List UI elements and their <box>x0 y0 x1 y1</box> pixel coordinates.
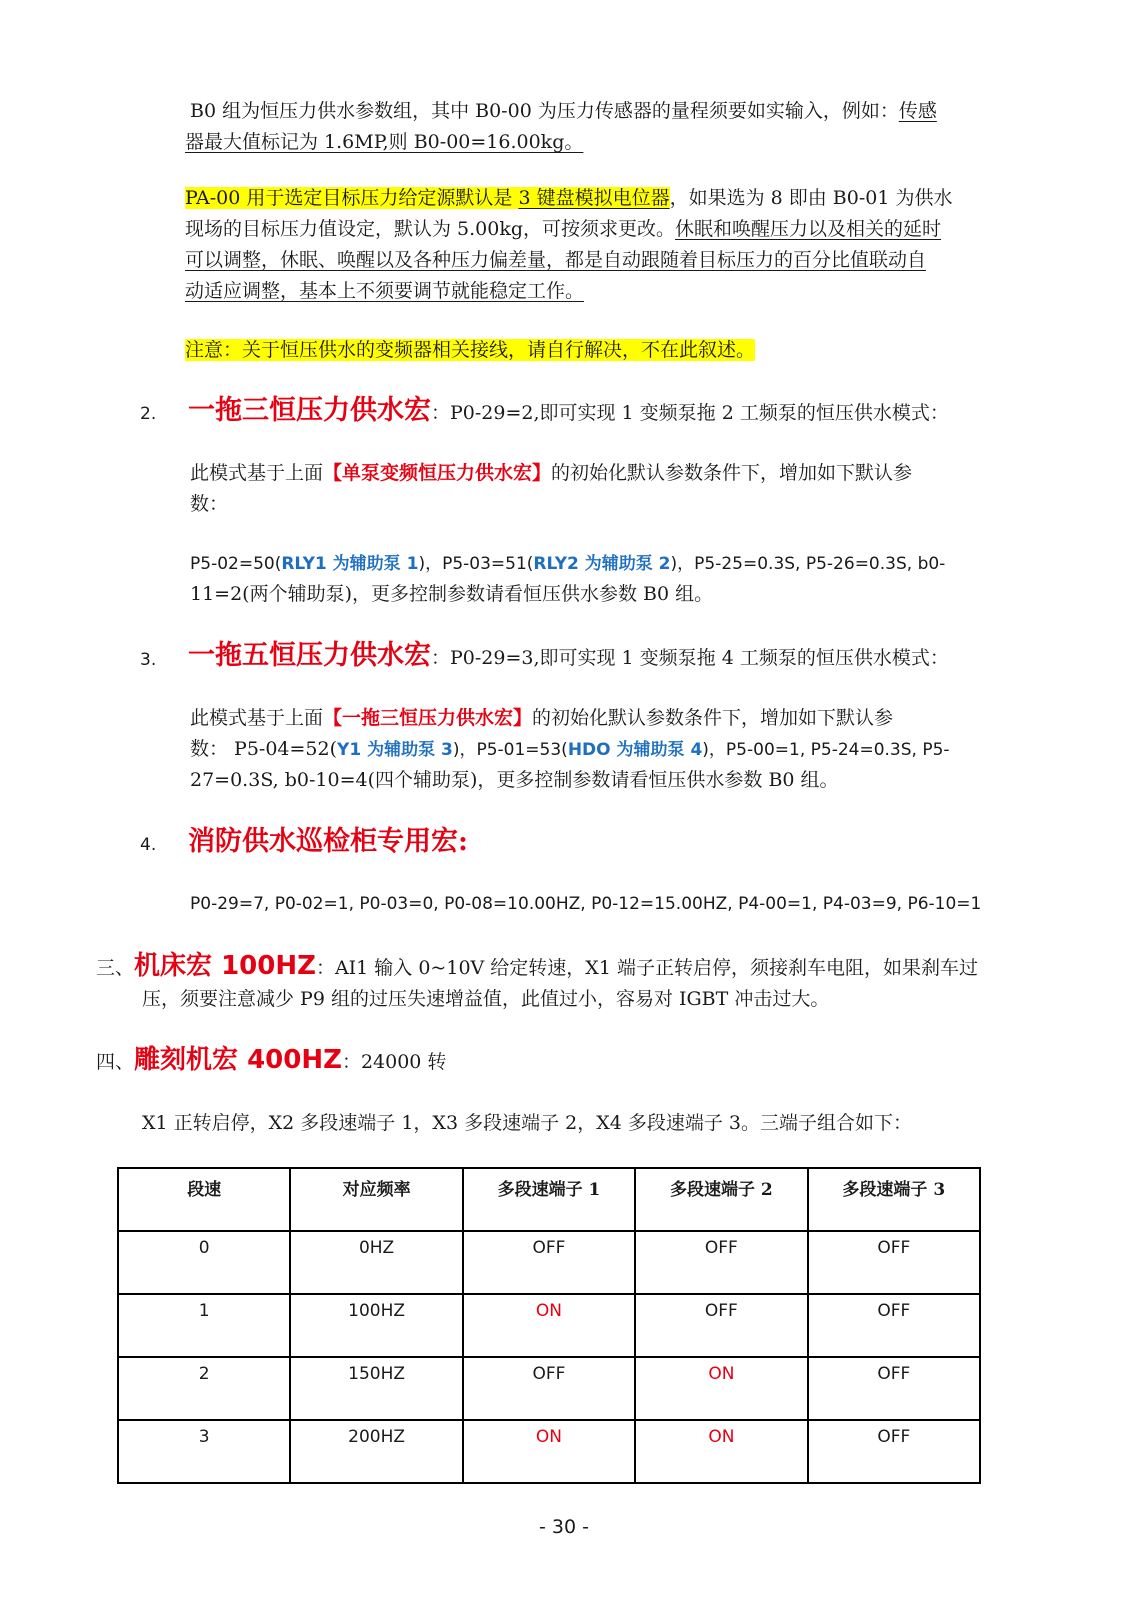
sec3-p1-a: 此模式基于上面 <box>190 707 324 729</box>
sec3-number: 3. <box>140 650 157 670</box>
table-cell: ON <box>635 1357 807 1420</box>
secB-heading <box>96 1042 446 1080</box>
table-header-row <box>118 1168 980 1231</box>
para2-line2 <box>185 214 941 245</box>
secA-title: 机床宏 100HZ <box>134 951 316 981</box>
sec2-p2-rly1: RLY1 为辅助泵 1 <box>281 554 419 574</box>
secB-number: 四、 <box>96 1051 135 1073</box>
table-cell: ON <box>635 1420 807 1483</box>
table-header: 多段速端子 3 <box>808 1168 980 1231</box>
table-header: 段速 <box>118 1168 290 1231</box>
para2-highlight-b: 3 键盘模拟电位器 <box>518 187 670 209</box>
sec2-p1-c: 的初始化默认参数条件下，增加如下默认参 <box>551 462 913 484</box>
sec3-p1-macro: 【一拖三恒压力供水宏】 <box>323 707 533 729</box>
sec2-desc: ：P0-29=2,即可实现 1 变频泵拖 2 工频泵的恒压供水模式： <box>431 402 949 424</box>
sec4-heading <box>188 824 468 862</box>
para1-text: B0 组为恒压力供水参数组，其中 B0-00 为压力传感器的量程须要如实输入，例如： <box>190 100 899 122</box>
table-row <box>118 1231 980 1294</box>
sec3-p2-line <box>190 734 950 766</box>
table-cell: OFF <box>635 1294 807 1357</box>
table-cell: OFF <box>463 1231 635 1294</box>
multi-speed-table <box>117 1167 981 1484</box>
sec4-number: 4. <box>140 835 157 855</box>
para2-text-c: ，如果选为 8 即由 B0-01 为供水 <box>669 187 953 209</box>
table-cell: OFF <box>635 1231 807 1294</box>
table-cell: OFF <box>808 1294 980 1357</box>
sec3-p2-hdo: HDO 为辅助泵 4 <box>567 740 703 760</box>
table-cell: 0HZ <box>290 1231 462 1294</box>
sec2-p1-a: 此模式基于上面 <box>190 462 324 484</box>
table-cell: 100HZ <box>290 1294 462 1357</box>
secB-tail: ：24000 转 <box>341 1051 447 1073</box>
sec2-number: 2. <box>140 404 157 424</box>
table-header: 对应频率 <box>290 1168 462 1231</box>
sec2-p2-line1 <box>190 548 945 580</box>
secA-number: 三、 <box>96 957 135 979</box>
table-header: 多段速端子 1 <box>463 1168 635 1231</box>
note-text: 注意：关于恒压供水的变频器相关接线，请自行解决，不在此叙述。 <box>185 339 756 361</box>
secA-line2: 压，须要注意减少 P9 组的过压失速增益值，此值过小，容易对 IGBT 冲击过大。 <box>142 988 830 1010</box>
table-cell: 200HZ <box>290 1420 462 1483</box>
table-cell: 2 <box>118 1357 290 1420</box>
para2-underlined: 休眠和唤醒压力以及相关的延时 <box>675 218 942 240</box>
table-cell: 1 <box>118 1294 290 1357</box>
table-cell: ON <box>463 1294 635 1357</box>
table-cell: OFF <box>808 1357 980 1420</box>
sec3-desc: ：P0-29=3,即可实现 1 变频泵拖 4 工频泵的恒压供水模式： <box>431 647 949 669</box>
sec2-p2-rly2: RLY2 为辅助泵 2 <box>533 554 671 574</box>
sec2-p1-line1 <box>190 458 912 489</box>
table-cell: OFF <box>808 1231 980 1294</box>
sec3-heading <box>188 638 949 676</box>
secB-line: X1 正转启停，X2 多段速端子 1，X3 多段速端子 2，X4 多段速端子 3。三端子组合如下： <box>142 1112 913 1134</box>
sec3-p2-a: 数： P5-04=52( <box>190 738 338 760</box>
sec4-params: P0-29=7, P0-02=1, P0-03=0, P0-08=10.00HZ, P0-12=15.00HZ, P4-00=1, P4-03=9, P6-10=1 <box>190 894 982 914</box>
secA-heading <box>96 948 978 986</box>
sec3-p1-c: 的初始化默认参数条件下，增加如下默认参 <box>532 707 894 729</box>
table-cell: 3 <box>118 1420 290 1483</box>
sec2-p2-line2: 11=2(两个辅助泵)，更多控制参数请看恒压供水参数 B0 组。 <box>190 583 714 605</box>
sec3-p1-line1 <box>190 703 893 734</box>
sec3-title: 一拖五恒压力供水宏 <box>188 640 431 671</box>
table-cell: 150HZ <box>290 1357 462 1420</box>
table-cell: ON <box>463 1420 635 1483</box>
para2-line3: 可以调整，休眠、唤醒以及各种压力偏差量，都是自动跟随着目标压力的百分比值联动自 <box>185 249 927 271</box>
sec3-p2-e: )，P5-00=1, P5-24=0.3S, P5- <box>702 740 950 760</box>
note <box>185 335 755 366</box>
sec2-p2-a: P5-02=50( <box>190 554 282 574</box>
table-cell: 0 <box>118 1231 290 1294</box>
sec3-p3-line: 27=0.3S, b0-10=4(四个辅助泵)，更多控制参数请看恒压供水参数 B0 组。 <box>190 769 839 791</box>
table-row <box>118 1294 980 1357</box>
sec2-p1-line2: 数： <box>190 493 229 515</box>
sec4-title: 消防供水巡检柜专用宏: <box>188 826 468 857</box>
table-row <box>118 1357 980 1420</box>
sec3-p2-y1: Y1 为辅助泵 3 <box>337 740 453 760</box>
sec3-p2-c: )，P5-01=53( <box>452 740 568 760</box>
sec2-title: 一拖三恒压力供水宏 <box>188 395 431 426</box>
para2-highlight-a: PA-00 用于选定目标压力给定源默认是 <box>185 187 519 209</box>
para1-line2: 器最大值标记为 1.6MP,则 B0-00=16.00kg。 <box>185 131 584 153</box>
table-cell: OFF <box>463 1357 635 1420</box>
para1-line1 <box>190 96 937 127</box>
sec2-p1-macro: 【单泵变频恒压力供水宏】 <box>323 462 552 484</box>
page-number: - 30 - <box>539 1516 589 1538</box>
table-header: 多段速端子 2 <box>635 1168 807 1231</box>
para2-line4: 动适应调整，基本上不须要调节就能稳定工作。 <box>185 280 585 302</box>
table-cell: OFF <box>808 1420 980 1483</box>
secB-title: 雕刻机宏 400HZ <box>134 1045 342 1075</box>
sec2-p2-c: )，P5-03=51( <box>418 554 534 574</box>
para2-text: 现场的目标压力值设定，默认为 5.00kg，可按须求更改。 <box>185 218 676 240</box>
table-row <box>118 1420 980 1483</box>
para1-underlined: 传感 <box>898 100 937 122</box>
secA-line1: ：AI1 输入 0~10V 给定转速，X1 端子正转启停，须接刹车电阻，如果刹车过 <box>315 957 978 979</box>
sec2-p2-e: )，P5-25=0.3S, P5-26=0.3S, b0- <box>670 554 946 574</box>
sec2-heading <box>188 393 949 431</box>
para2-line1 <box>185 183 953 214</box>
